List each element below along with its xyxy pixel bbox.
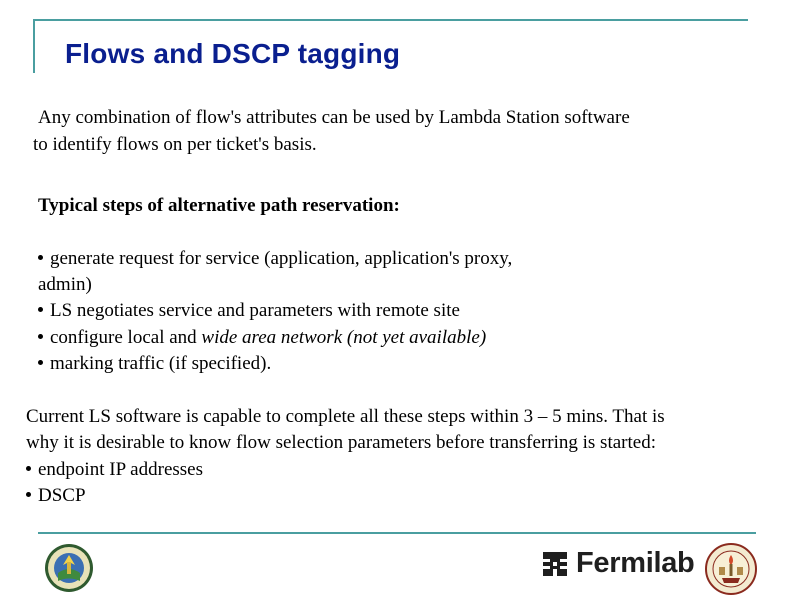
step-text: generate request for service (application, application's proxy, — [50, 248, 513, 269]
step-text-italic: wide area network (not yet available) — [201, 327, 487, 348]
bullet-icon — [26, 492, 31, 497]
step-text: configure local and — [50, 327, 202, 348]
left-rule — [33, 19, 35, 73]
bullet-icon — [38, 307, 43, 312]
fermilab-wordmark: Fermilab — [576, 547, 695, 579]
bullet-icon — [26, 466, 31, 471]
top-rule — [33, 19, 748, 21]
bottom-rule — [38, 532, 756, 534]
step-item — [38, 246, 512, 272]
slide-title: Flows and DSCP tagging — [65, 38, 401, 69]
fermilab-logo — [540, 547, 694, 580]
fermilab-logo-icon — [540, 549, 570, 579]
current-line-2: why it is desirable to know flow selection parameters before transferring is started: — [26, 432, 656, 453]
intro-line-1: Any combination of flow's attributes can be used by Lambda Station software — [38, 107, 630, 128]
step-item — [38, 325, 486, 351]
steps-heading: Typical steps of alternative path reservation: — [38, 195, 400, 216]
param-text: DSCP — [38, 485, 86, 506]
param-item — [26, 457, 203, 483]
university-seal-icon — [705, 543, 757, 595]
param-text: endpoint IP addresses — [38, 459, 203, 480]
bullet-icon — [38, 255, 43, 260]
bullet-icon — [38, 360, 43, 365]
doe-seal-icon — [44, 543, 94, 593]
step-item-continuation: admin) — [38, 274, 92, 295]
param-item — [26, 483, 86, 509]
step-text: marking traffic (if specified). — [50, 353, 272, 374]
step-item — [38, 351, 271, 377]
step-item — [38, 298, 460, 324]
step-text: LS negotiates service and parameters with remote site — [50, 300, 460, 321]
current-line-1: Current LS software is capable to complete all these steps within 3 – 5 mins. That is — [26, 406, 665, 427]
bullet-icon — [38, 334, 43, 339]
intro-line-2: to identify flows on per ticket's basis. — [33, 134, 317, 155]
